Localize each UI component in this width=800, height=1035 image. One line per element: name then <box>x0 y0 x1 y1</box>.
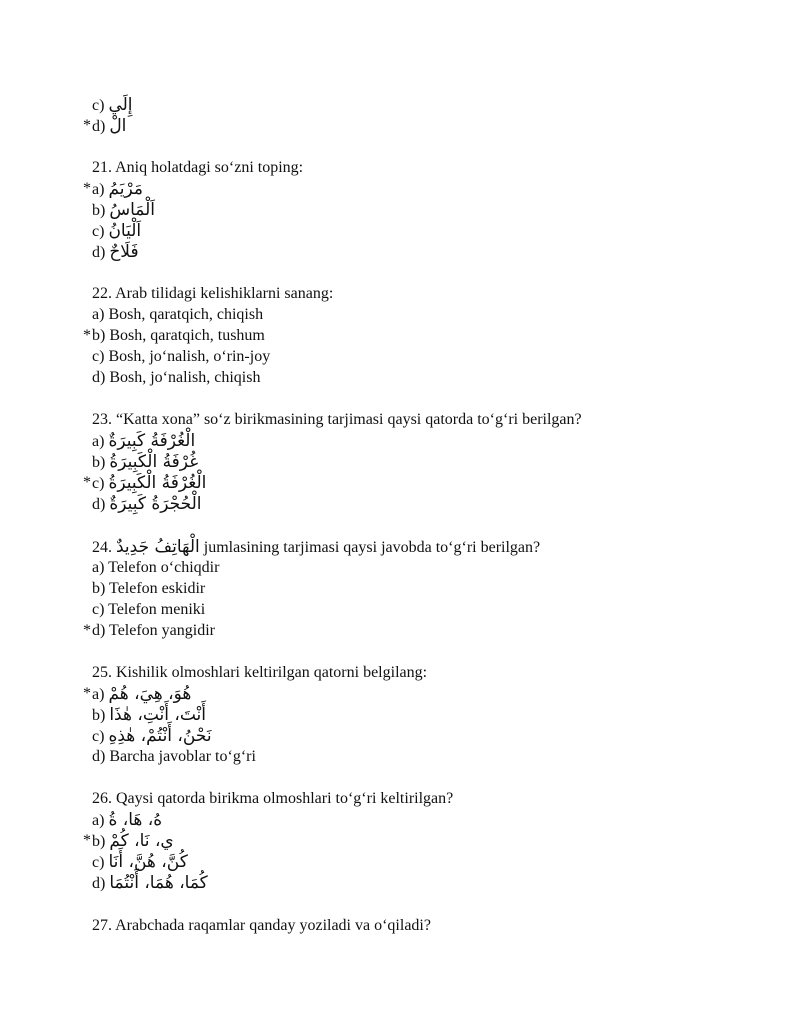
option-arabic: الْ <box>109 116 127 136</box>
option-line <box>92 579 205 600</box>
option-text: Barcha javoblar to‘g‘ri <box>109 748 256 765</box>
option-line <box>92 810 162 831</box>
question-title: 26. Qaysi qatorda birikma olmoshlari to‘g‘ri keltirilgan? <box>92 790 454 807</box>
option-line <box>83 621 215 642</box>
correct-marker: * <box>83 327 91 344</box>
option-prefix: d) <box>92 244 106 261</box>
option-arabic: غُرْفَةُ الْكَبِيرَةُ <box>109 452 199 472</box>
option-line <box>92 431 195 452</box>
option-line <box>83 684 192 705</box>
option-line <box>92 852 188 873</box>
option-arabic: هُوَ، هِيَ، هُمْ <box>108 684 192 704</box>
option-line <box>92 95 133 116</box>
option-prefix: d) <box>92 748 106 765</box>
option-arabic: أَنْتَ، أَنْتِ، هٰذَا <box>109 705 207 725</box>
option-line <box>92 705 206 726</box>
option-prefix: d) <box>92 875 106 892</box>
option-arabic: نَحْنُ، أَنْتُمْ، هٰذِهِ <box>108 726 212 746</box>
question-number: 24. <box>92 539 112 556</box>
option-line <box>92 242 139 263</box>
option-prefix: c) <box>92 728 105 745</box>
option-line <box>92 873 208 894</box>
option-arabic: اَلْمَاسُ <box>109 200 155 220</box>
option-line <box>92 368 260 389</box>
correct-marker: * <box>83 685 91 702</box>
option-prefix: c) <box>92 475 105 492</box>
option-line <box>92 494 202 515</box>
option-prefix: c) <box>92 223 105 240</box>
question-arabic: الْهَاتِفُ جَدِيدٌ <box>116 537 200 557</box>
option-prefix: b) <box>92 202 106 219</box>
option-line <box>92 747 256 768</box>
option-arabic: الْحُجْرَةُ كَبِيرَةٌ <box>109 494 202 514</box>
option-prefix: b) <box>92 580 106 597</box>
option-text: Bosh, jo‘nalish, o‘rin-joy <box>108 348 271 365</box>
option-prefix: a) <box>92 812 105 829</box>
option-arabic: هُ، هَا، ةُ <box>108 810 163 830</box>
question-title: 23. “Katta xona” so‘z birikmasining tarjimasi qaysi qatorda to‘g‘ri berilgan? <box>92 411 582 428</box>
option-prefix: d) <box>92 369 106 386</box>
option-prefix: c) <box>92 601 105 618</box>
option-prefix: b) <box>92 833 106 850</box>
option-prefix: b) <box>92 707 106 724</box>
question-title: 27. Arabchada raqamlar qanday yoziladi va o‘qiladi? <box>92 917 431 934</box>
option-text: Telefon yangidir <box>109 622 215 639</box>
option-text: Bosh, qaratqich, chiqish <box>108 306 264 323</box>
option-line <box>92 558 219 579</box>
option-arabic: ي، نَا، كُمْ <box>109 831 174 851</box>
option-line <box>92 726 212 747</box>
option-line <box>83 473 207 494</box>
option-line <box>92 305 263 326</box>
option-prefix: a) <box>92 306 105 323</box>
question-title: 25. Kishilik olmoshlari keltirilgan qatorni belgilang: <box>92 664 428 681</box>
option-arabic: إِلَي <box>108 95 133 115</box>
correct-marker: * <box>83 117 91 134</box>
option-prefix: a) <box>92 181 105 198</box>
option-arabic: كُمَا، هُمَا، أَنْتُمَا <box>109 873 208 893</box>
option-line <box>83 116 127 137</box>
option-prefix: d) <box>92 118 106 135</box>
option-line <box>83 179 143 200</box>
option-prefix: c) <box>92 854 105 871</box>
option-arabic: الْغُرْفَةُ كَبِيرَةٌ <box>108 431 196 451</box>
option-prefix: b) <box>92 454 106 471</box>
option-line <box>83 326 265 347</box>
option-line <box>83 831 174 852</box>
correct-marker: * <box>83 180 91 197</box>
option-arabic: مَرْيَمُ <box>108 179 143 199</box>
option-arabic: فَلَاحٌ <box>109 242 139 262</box>
correct-marker: * <box>83 832 91 849</box>
option-text: Telefon o‘chiqdir <box>108 559 220 576</box>
option-arabic: اَلْيَانُ <box>108 221 142 241</box>
option-arabic: الْغُرْفَةُ الْكَبِيرَةُ <box>108 473 207 493</box>
option-prefix: c) <box>92 97 105 114</box>
option-arabic: كُنَّ، هُنَّ، أَنَا <box>108 852 188 872</box>
option-line <box>92 221 141 242</box>
option-line <box>92 347 270 368</box>
option-prefix: a) <box>92 433 105 450</box>
correct-marker: * <box>83 474 91 491</box>
question-title: 22. Arab tilidagi kelishiklarni sanang: <box>92 285 334 302</box>
option-text: Bosh, jo‘nalish, chiqish <box>109 369 261 386</box>
option-prefix: d) <box>92 496 106 513</box>
option-prefix: a) <box>92 686 105 703</box>
question-title: 21. Aniq holatdagi so‘zni toping: <box>92 159 304 176</box>
option-text: Telefon eskidir <box>109 580 206 597</box>
option-line <box>92 200 155 221</box>
option-prefix: a) <box>92 559 105 576</box>
option-prefix: c) <box>92 348 105 365</box>
option-prefix: d) <box>92 622 106 639</box>
option-line <box>92 452 198 473</box>
question-title <box>92 537 540 558</box>
option-prefix: b) <box>92 327 106 344</box>
question-text: jumlasining tarjimasi qaysi javobda to‘g‘ri berilgan? <box>203 539 541 556</box>
option-text: Bosh, qaratqich, tushum <box>109 327 265 344</box>
option-line <box>92 600 205 621</box>
correct-marker: * <box>83 622 91 639</box>
option-text: Telefon meniki <box>108 601 206 618</box>
